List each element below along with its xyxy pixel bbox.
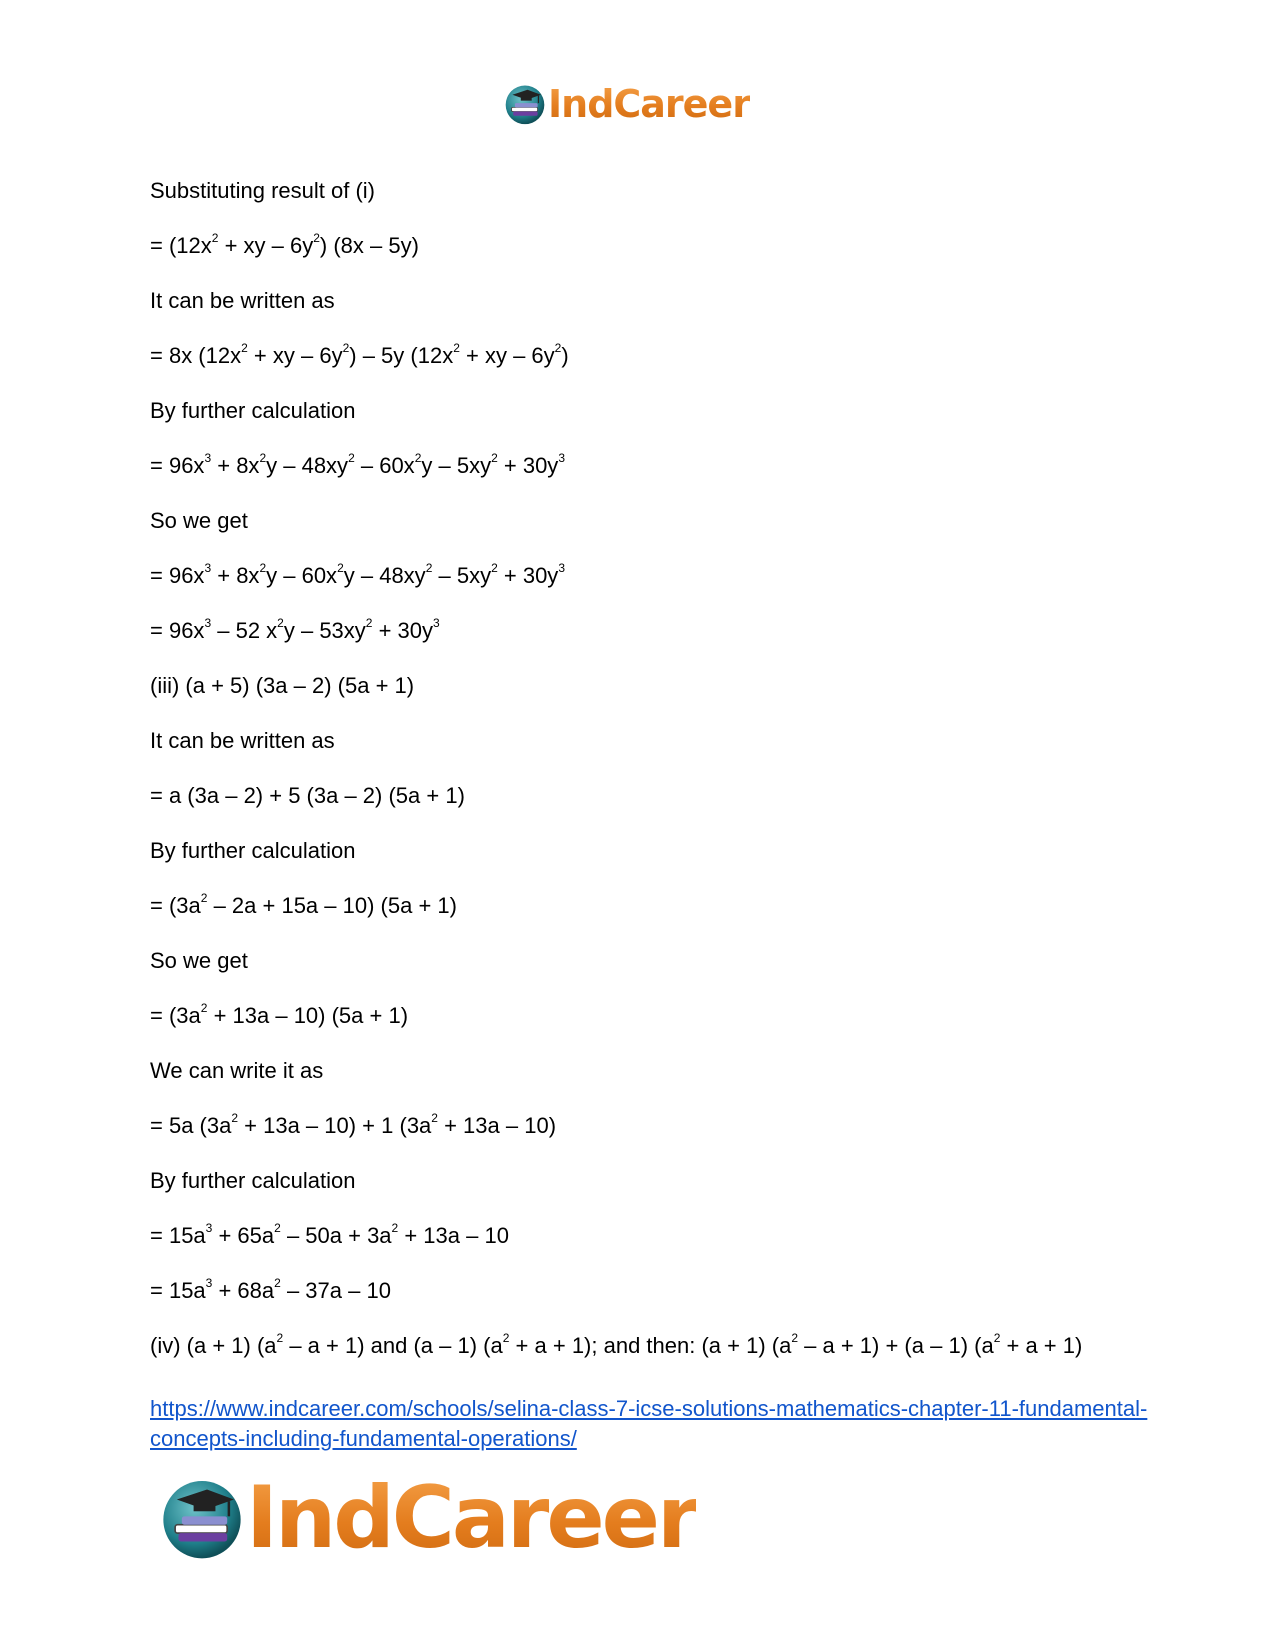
- text-line: It can be written as: [150, 728, 335, 753]
- text-line: (iii) (a + 5) (3a – 2) (5a + 1): [150, 673, 415, 698]
- text-line: We can write it as: [150, 1058, 324, 1083]
- footer-logo-text: IndCareer: [246, 1468, 697, 1568]
- text-line: = $96x^3 - 52$ $x^2y - 53xy^2 + 30y^3$: [150, 615, 440, 643]
- text-line: By further calculation: [150, 1168, 356, 1193]
- source-link[interactable]: https://www.indcareer.com/schools/selina-class-7-icse-solutions-mathematics-chapter-11-fundamental-concepts-including-fundamental-operations/: [150, 1396, 1148, 1451]
- text-line: = $(3a^2 + 13a - 10) (5a + 1)$: [150, 1000, 409, 1028]
- text-line: = $96x^3 + 8x^2y - 48xy^2 - 60x^2y - 5xy^2 + 30y^3$: [150, 450, 565, 478]
- text-line: = $(3a^2 - 2a + 15a - 10) (5a + 1)$: [150, 890, 457, 918]
- text-line: By further calculation: [150, 838, 356, 863]
- text-line: So we get: [150, 508, 248, 533]
- graduation-cap-books-globe-icon: [160, 1476, 244, 1560]
- text-line: = 5a $(3a^2 + 13a - 10) + 1$ $(3a^2 + 13a - 10)$: [150, 1110, 557, 1138]
- text-line: So we get: [150, 948, 248, 973]
- text-line: = a (3a – 2) + 5 (3a – 2) (5a + 1): [150, 783, 465, 808]
- text-line: = 8x ($12x^2$ + xy – $6y^2) - 5y$ ($12x^2$ + xy – $6y^2$): [150, 340, 569, 368]
- text-line: = $15a^3 + 68a^2 - 37a - 10$: [150, 1275, 391, 1303]
- header-logo: [504, 80, 750, 128]
- text-line: (iv) (a + 1) $(a^2 - a + 1)$ and (a – 1) $(a^2 + a + 1)$; and then: (a + 1) $(a^2 - a + 1) + (a - 1) (a^2 + a + 1)$: [150, 1330, 1083, 1358]
- text-line: It can be written as: [150, 288, 335, 313]
- text-line: Substituting result of (i): [150, 178, 375, 203]
- solution-content: [150, 176, 1170, 1386]
- header-logo-text: IndCareer: [548, 82, 750, 126]
- text-line: = ($12x^2$ + xy – $6y^2$) (8x – 5y): [150, 230, 419, 258]
- text-line: By further calculation: [150, 398, 356, 423]
- text-line: = $96x^3 + 8x^2y - 60x^2y - 48xy^2 - 5xy^2 + 30y^3$: [150, 560, 565, 588]
- text-line: = $15a^3 + 65a^2 - 50a + 3a^2 + 13a - 10$: [150, 1220, 509, 1248]
- graduation-cap-books-globe-icon: [504, 83, 546, 125]
- footer-logo: [160, 1468, 697, 1568]
